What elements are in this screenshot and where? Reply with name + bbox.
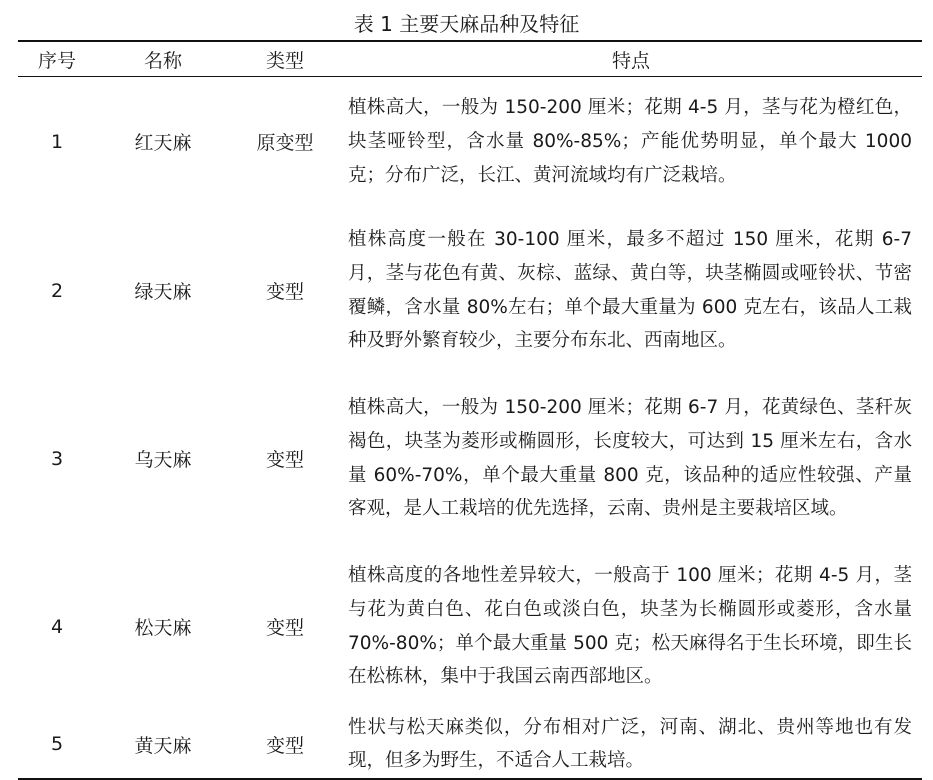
row-name: 黄天麻 (134, 734, 192, 757)
header-feature: 特点 (340, 41, 922, 77)
row-index: 4 (50, 615, 64, 638)
row-type: 原变型 (256, 132, 314, 155)
row-name: 红天麻 (134, 132, 192, 155)
row-feature: 植株高度一般在 30-100 厘米，最多不超过 150 厘米，花期 6-7 月，茎与花色有黄、灰棕、蓝绿、黄白等，块茎椭圆或哑铃状、节密覆鳞，含水量 80%左右；单个最大重量为 600 克左右，该品人工栽种及野外繁育较少，主要分布东北、西南地区。 (348, 229, 912, 352)
table-row (18, 543, 922, 711)
row-index: 5 (50, 733, 64, 756)
row-type: 变型 (265, 617, 304, 639)
varieties-table (18, 40, 922, 780)
header-index: 序号 (18, 41, 96, 77)
row-name: 松天麻 (134, 617, 192, 639)
row-name: 绿天麻 (134, 281, 192, 303)
row-feature: 性状与松天麻类似，分布相对广泛，河南、湖北、贵州等地也有发现，但多为野生，不适合人工栽培。 (348, 716, 912, 772)
row-index: 1 (50, 130, 64, 153)
table-header-row (18, 41, 922, 77)
table-row (18, 207, 922, 375)
header-type: 类型 (230, 41, 340, 77)
table-row (18, 77, 922, 207)
table-row (18, 711, 922, 779)
header-name: 名称 (96, 41, 230, 77)
row-index: 3 (50, 447, 64, 470)
row-type: 变型 (265, 281, 304, 303)
table-row (18, 375, 922, 543)
row-type: 变型 (265, 734, 304, 757)
row-feature: 植株高大，一般为 150-200 厘米；花期 4-5 月，茎与花为橙红色，块茎哑铃型，含水量 80%-85%；产能优势明显，单个最大 1000 克；分布广泛，长江、黄河流域均有广泛栽培。 (348, 97, 912, 186)
row-type: 变型 (265, 449, 304, 471)
row-index: 2 (50, 279, 64, 302)
row-name: 乌天麻 (134, 449, 192, 471)
row-feature: 植株高度的各地性差异较大，一般高于 100 厘米；花期 4-5 月，茎与花为黄白色、花白色或淡白色，块茎为长椭圆形或菱形，含水量 70%-80%；单个最大重量 500 克；松天麻得名于生长环境，即生长在松栋林，集中于我国云南西部地区。 (348, 565, 912, 688)
row-feature: 植株高大，一般为 150-200 厘米；花期 6-7 月，花黄绿色、茎秆灰褐色，块茎为菱形或椭圆形，长度较大，可达到 15 厘米左右，含水量 60%-70%，单个最大重量 800 克，该品种的适应性较强、产量客观，是人工栽培的优先选择，云南、贵州是主要栽培区域。 (348, 397, 912, 520)
table-caption: 表 1 主要天麻品种及特征 (353, 12, 580, 36)
